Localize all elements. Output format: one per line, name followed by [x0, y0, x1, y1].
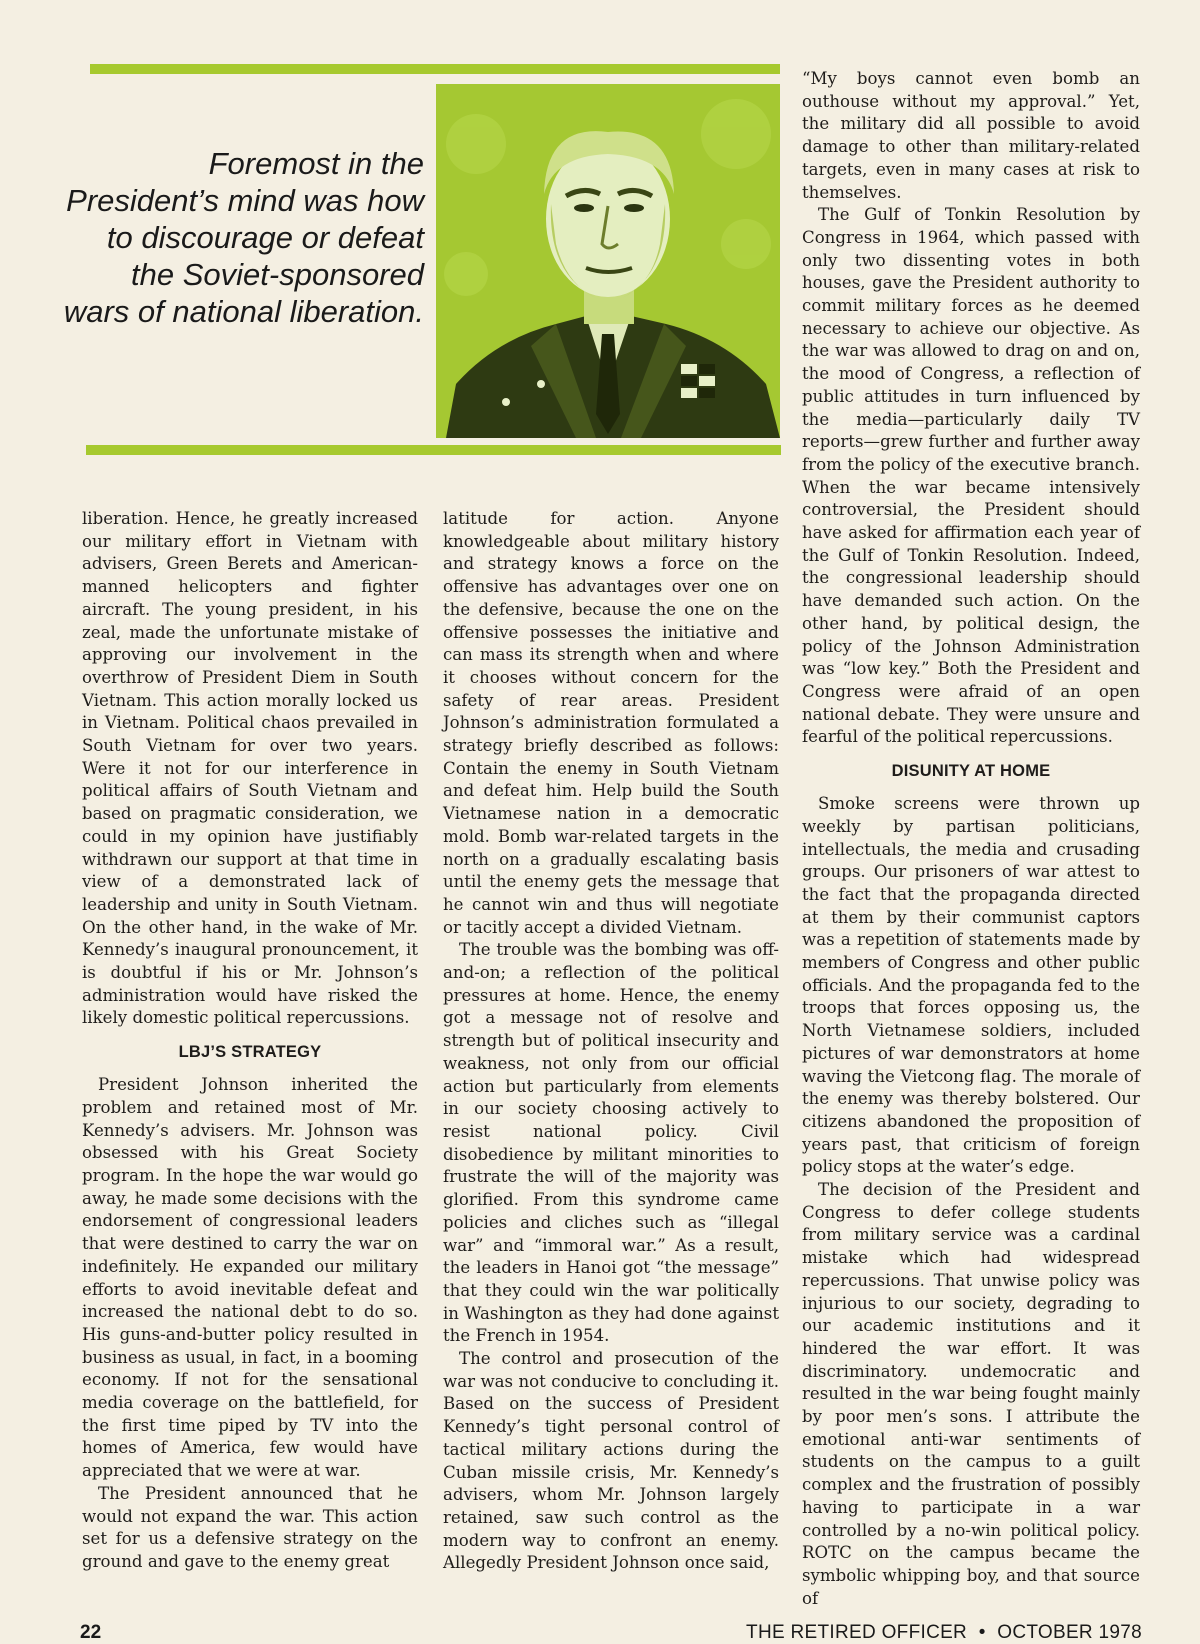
- section-heading-lbj-strategy: LBJ’S STRATEGY: [178, 1043, 322, 1062]
- footer-bullet: •: [978, 1622, 986, 1643]
- column1-paragraph-2: President Johnson inherited the problem and retained most of Mr. Kennedy’s advisers. Mr. Johnson was obsessed with his Great Society program. In the hope the war would go away, he made some decisions with the endorsement of congressional leaders that were destined to carry the war on indefinitely. He expanded our military efforts to avoid inevitable defeat and increased the national debt to do so. His guns-and-butter policy resulted in business as usual, in fact, in a booming economy. If not for the sensational media coverage on the battlefield, for the first time piped by TV into the homes of America, few would have appreciated that we were at war.: [82, 1075, 418, 1481]
- top-green-rule: [90, 64, 780, 74]
- column2-paragraph-2: The trouble was the bombing was off-and-on; a reflection of the political pressures at home. Hence, the enemy got a message not of resolve and strength but of political insecurity and weakness, not only from our official action but particularly from elements in our society choosing actively to resist national policy. Civil disobedience by militant minorities to frustrate the will of the majority was glorified. From this syndrome came policies and cliches such as “illegal war” and “immoral war.” As a result, the leaders in Hanoi got “the message” that they could win the war politically in Washington as they had done against the French in 1954.: [443, 940, 779, 1346]
- column1-paragraph-3: The President announced that he would not expand the war. This action set for us a defensive strategy on the ground and gave to the enemy great: [82, 1483, 418, 1571]
- column3-paragraph-3: Smoke screens were thrown up weekly by partisan politicians, intellectuals, the media and crusading groups. Our prisoners of war attest to the fact that the propaganda directed at them by their communist captors was a repetition of statements made by members of Congress and other public officials. And the propaganda fed to the troops that forces opposing us, the North Vietnamese soldiers, included pictures of war demonstrators at home waving the Vietcong flag. The morale of the enemy was thereby bolstered. Our citizens abandoned the proposition of years past, that criticism of foreign policy stops at the water’s edge.: [802, 794, 1140, 1177]
- section-heading-disunity-at-home: DISUNITY AT HOME: [891, 762, 1051, 781]
- column3-paragraph-2: The Gulf of Tonkin Resolution by Congress in 1964, which passed with only two dissenting votes in both houses, gave the President authority to commit military forces as he deemed necessary to achieve our objective. As the war was allowed to drag on and on, the mood of Congress, a reflection of public attitudes in turn influenced by the media—particularly daily TV reports—grew further and further away from the policy of the executive branch. When the war became intensively controversial, the President should have asked for affirmation each year of the Gulf of Tonkin Resolution. Indeed, the congressional leadership should have demanded such action. On the other hand, by political design, the policy of the Johnson Administration was “low key.” Both the President and Congress were afraid of an open national debate. They were unsure and fearful of the political repercussions.: [802, 205, 1140, 747]
- officer-portrait-photo: [436, 84, 780, 438]
- column2-paragraph-3: The control and prosecution of the war was not conducive to concluding it. Based on the success of President Kennedy’s tight personal control of tactical military actions during the Cuban missile crisis, Mr. Kennedy’s advisers, whom Mr. Johnson largely retained, saw such control as the modern way to confront an enemy. Allegedly President Johnson once said,: [443, 1349, 779, 1573]
- issue-date: OCTOBER 1978: [997, 1622, 1142, 1643]
- column3-paragraph-1: “My boys cannot even bomb an outhouse without my approval.” Yet, the military did all possible to avoid damage to other than military-related targets, even in many cases at risk to themselves.: [802, 69, 1140, 202]
- article-column-2: [443, 508, 779, 1575]
- column3-paragraph-4: The decision of the President and Congress to defer college students from military service was a cardinal mistake which had widespread repercussions. That unwise policy was injurious to our society, degrading to our academic institutions and it hindered the war effort. It was discriminatory. undemocratic and resulted in the war being fought mainly by poor men’s sons. I attribute the emotional anti-war sentiments of students on the campus to a guilt complex and the frustration of possibly having to participate in a war controlled by a no-win political policy. ROTC on the campus became the symbolic whipping boy, and that source of: [802, 1180, 1140, 1608]
- portrait-illustration: [436, 84, 780, 438]
- article-column-1: [82, 508, 418, 1574]
- article-column-3: [802, 68, 1140, 1610]
- column2-paragraph-1: latitude for action. Anyone knowledgeable about military history and strategy knows a force on the offensive has advantages over one on the defensive, because the one on the offensive possesses the initiative and can mass its strength when and where it chooses without concern for the safety of rear areas. President Johnson’s administration formulated a strategy briefly described as follows: Contain the enemy in South Vietnam and defeat him. Help build the South Vietnamese nation in a democratic mold. Bomb war-related targets in the north on a gradually escalating basis until the enemy gets the message that he cannot win and thus will negotiate or tacitly accept a divided Vietnam.: [443, 509, 779, 937]
- column1-paragraph-1: liberation. Hence, he greatly increased our military effort in Vietnam with advisers, Green Berets and American-manned helicopters and fighter aircraft. The young president, in his zeal, made the unfortunate mistake of approving our involvement in the overthrow of President Diem in South Vietnam. This action morally locked us in Vietnam. Political chaos prevailed in South Vietnam for over two years. Were it not for our interference in political affairs of South Vietnam and based on pragmatic consideration, we could in my opinion have justifiably withdrawn our support at that time in view of a demonstrated lack of leadership and unity in South Vietnam. On the other hand, in the wake of Mr. Kennedy’s inaugural pronouncement, it is doubtful if his or Mr. Johnson’s administration would have risked the likely domestic political repercussions.: [82, 509, 418, 1028]
- pull-quote: Foremost in the President’s mind was how to discourage or defeat the Soviet-sponsored wars of national liberation.: [63, 146, 424, 329]
- page-number: 22: [80, 1622, 102, 1643]
- running-footer: [746, 1622, 1142, 1644]
- lower-green-rule: [86, 445, 781, 455]
- publication-name: THE RETIRED OFFICER: [746, 1622, 968, 1643]
